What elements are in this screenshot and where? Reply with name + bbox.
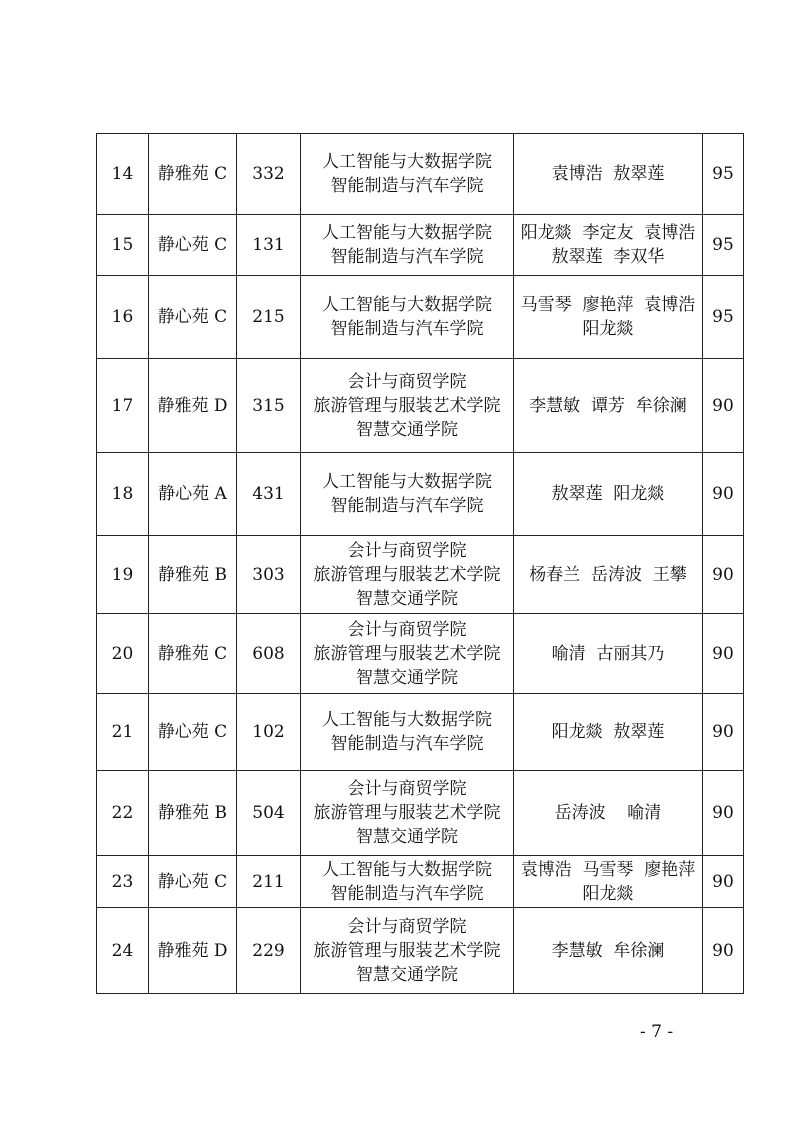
building-cell: 静心苑 C — [149, 694, 237, 771]
room-cell: 608 — [237, 614, 301, 694]
college-line: 智能制造与汽车学院 — [330, 496, 484, 516]
room-cell: 211 — [237, 856, 301, 908]
college-line: 人工智能与大数据学院 — [322, 859, 492, 880]
building-cell: 静雅苑 B — [149, 771, 237, 856]
colleges-cell — [301, 453, 514, 536]
room-cell: 102 — [237, 694, 301, 771]
colleges-cell — [301, 856, 514, 908]
score-cell: 90 — [703, 908, 744, 994]
college-line: 旅游管理与服装艺术学院 — [313, 940, 501, 961]
inspector-line: 喻清 古丽其乃 — [551, 643, 665, 664]
college-line: 人工智能与大数据学院 — [322, 710, 492, 730]
college-line: 智慧交通学院 — [356, 964, 458, 985]
inspector-line: 李慧敏 牟徐澜 — [551, 940, 665, 961]
college-line: 智能制造与汽车学院 — [330, 883, 484, 904]
row-number-cell: 21 — [97, 694, 149, 771]
score-cell: 95 — [703, 134, 744, 215]
college-line: 智慧交通学院 — [356, 588, 458, 609]
table-row — [97, 694, 744, 771]
row-number-cell: 14 — [97, 134, 149, 215]
inspectors-cell — [514, 536, 703, 614]
room-cell: 431 — [237, 453, 301, 536]
building-cell: 静雅苑 C — [149, 614, 237, 694]
row-number-cell: 18 — [97, 453, 149, 536]
inspectors-cell — [514, 908, 703, 994]
college-line: 智能制造与汽车学院 — [330, 734, 484, 754]
colleges-cell — [301, 694, 514, 771]
room-cell: 215 — [237, 276, 301, 359]
table-row — [97, 453, 744, 536]
inspector-line: 阳龙燚 敖翠莲 — [551, 722, 665, 742]
building-cell: 静雅苑 D — [149, 359, 237, 453]
colleges-cell — [301, 359, 514, 453]
inspector-line: 杨春兰 岳涛波 王攀 — [529, 564, 687, 585]
row-number-cell: 16 — [97, 276, 149, 359]
college-line: 旅游管理与服装艺术学院 — [313, 643, 501, 664]
score-cell: 90 — [703, 694, 744, 771]
inspectors-cell — [514, 134, 703, 215]
inspectors-cell — [514, 453, 703, 536]
inspector-line: 袁博浩 马雪琴 廖艳萍 — [520, 859, 696, 880]
building-cell: 静雅苑 B — [149, 536, 237, 614]
college-line: 人工智能与大数据学院 — [322, 152, 492, 172]
college-line: 人工智能与大数据学院 — [322, 472, 492, 492]
table-body — [97, 134, 744, 994]
college-line: 智能制造与汽车学院 — [330, 247, 484, 267]
row-number-cell: 15 — [97, 215, 149, 276]
college-line: 旅游管理与服装艺术学院 — [313, 803, 501, 823]
room-cell: 315 — [237, 359, 301, 453]
inspectors-cell — [514, 856, 703, 908]
page-number: - 7 - — [640, 1022, 674, 1042]
inspector-line: 马雪琴 廖艳萍 袁博浩 — [520, 295, 696, 315]
row-number-cell: 24 — [97, 908, 149, 994]
room-cell: 229 — [237, 908, 301, 994]
row-number-cell: 20 — [97, 614, 149, 694]
table-row — [97, 614, 744, 694]
inspectors-cell — [514, 359, 703, 453]
room-cell: 504 — [237, 771, 301, 856]
table-row — [97, 856, 744, 908]
colleges-cell — [301, 908, 514, 994]
inspector-line: 阳龙燚 李定友 袁博浩 — [520, 223, 696, 243]
building-cell: 静心苑 C — [149, 276, 237, 359]
inspectors-cell — [514, 771, 703, 856]
inspector-line: 李慧敏 谭芳 牟徐澜 — [529, 395, 687, 416]
score-cell: 90 — [703, 614, 744, 694]
college-line: 会计与商贸学院 — [347, 371, 467, 392]
score-cell: 90 — [703, 453, 744, 536]
table-row — [97, 134, 744, 215]
row-number-cell: 19 — [97, 536, 149, 614]
room-cell: 332 — [237, 134, 301, 215]
score-cell: 90 — [703, 856, 744, 908]
score-cell: 95 — [703, 215, 744, 276]
row-number-cell: 17 — [97, 359, 149, 453]
building-cell: 静心苑 C — [149, 856, 237, 908]
table-row — [97, 536, 744, 614]
building-cell: 静心苑 A — [149, 453, 237, 536]
college-line: 人工智能与大数据学院 — [322, 295, 492, 315]
score-cell: 95 — [703, 276, 744, 359]
colleges-cell — [301, 536, 514, 614]
colleges-cell — [301, 134, 514, 215]
college-line: 智慧交通学院 — [356, 419, 458, 440]
score-cell: 90 — [703, 771, 744, 856]
inspector-line: 袁博浩 敖翠莲 — [551, 164, 665, 184]
college-line: 智能制造与汽车学院 — [330, 319, 484, 339]
dormitory-score-table — [96, 133, 744, 994]
inspectors-cell — [514, 215, 703, 276]
building-cell: 静雅苑 D — [149, 908, 237, 994]
inspector-line: 阳龙燚 — [582, 883, 634, 904]
college-line: 智慧交通学院 — [356, 827, 458, 847]
inspector-line: 阳龙燚 — [582, 319, 634, 339]
college-line: 人工智能与大数据学院 — [322, 223, 492, 243]
college-line: 会计与商贸学院 — [347, 779, 467, 799]
score-cell: 90 — [703, 359, 744, 453]
table-row — [97, 215, 744, 276]
college-line: 会计与商贸学院 — [347, 916, 467, 937]
table-row — [97, 771, 744, 856]
colleges-cell — [301, 215, 514, 276]
college-line: 会计与商贸学院 — [347, 619, 467, 640]
room-cell: 131 — [237, 215, 301, 276]
building-cell: 静雅苑 C — [149, 134, 237, 215]
college-line: 旅游管理与服装艺术学院 — [313, 564, 501, 585]
inspectors-cell — [514, 276, 703, 359]
table-row — [97, 908, 744, 994]
building-cell: 静心苑 C — [149, 215, 237, 276]
inspector-line: 敖翠莲 阳龙燚 — [551, 484, 665, 504]
colleges-cell — [301, 276, 514, 359]
score-cell: 90 — [703, 536, 744, 614]
row-number-cell: 23 — [97, 856, 149, 908]
colleges-cell — [301, 614, 514, 694]
inspectors-cell — [514, 614, 703, 694]
college-line: 智能制造与汽车学院 — [330, 176, 484, 196]
row-number-cell: 22 — [97, 771, 149, 856]
table-row — [97, 276, 744, 359]
inspector-line: 敖翠莲 李双华 — [551, 247, 665, 267]
college-line: 旅游管理与服装艺术学院 — [313, 395, 501, 416]
college-line: 会计与商贸学院 — [347, 540, 467, 561]
college-line: 智慧交通学院 — [356, 667, 458, 688]
room-cell: 303 — [237, 536, 301, 614]
table-row — [97, 359, 744, 453]
colleges-cell — [301, 771, 514, 856]
inspector-line: 岳涛波 喻清 — [554, 803, 662, 823]
inspectors-cell — [514, 694, 703, 771]
